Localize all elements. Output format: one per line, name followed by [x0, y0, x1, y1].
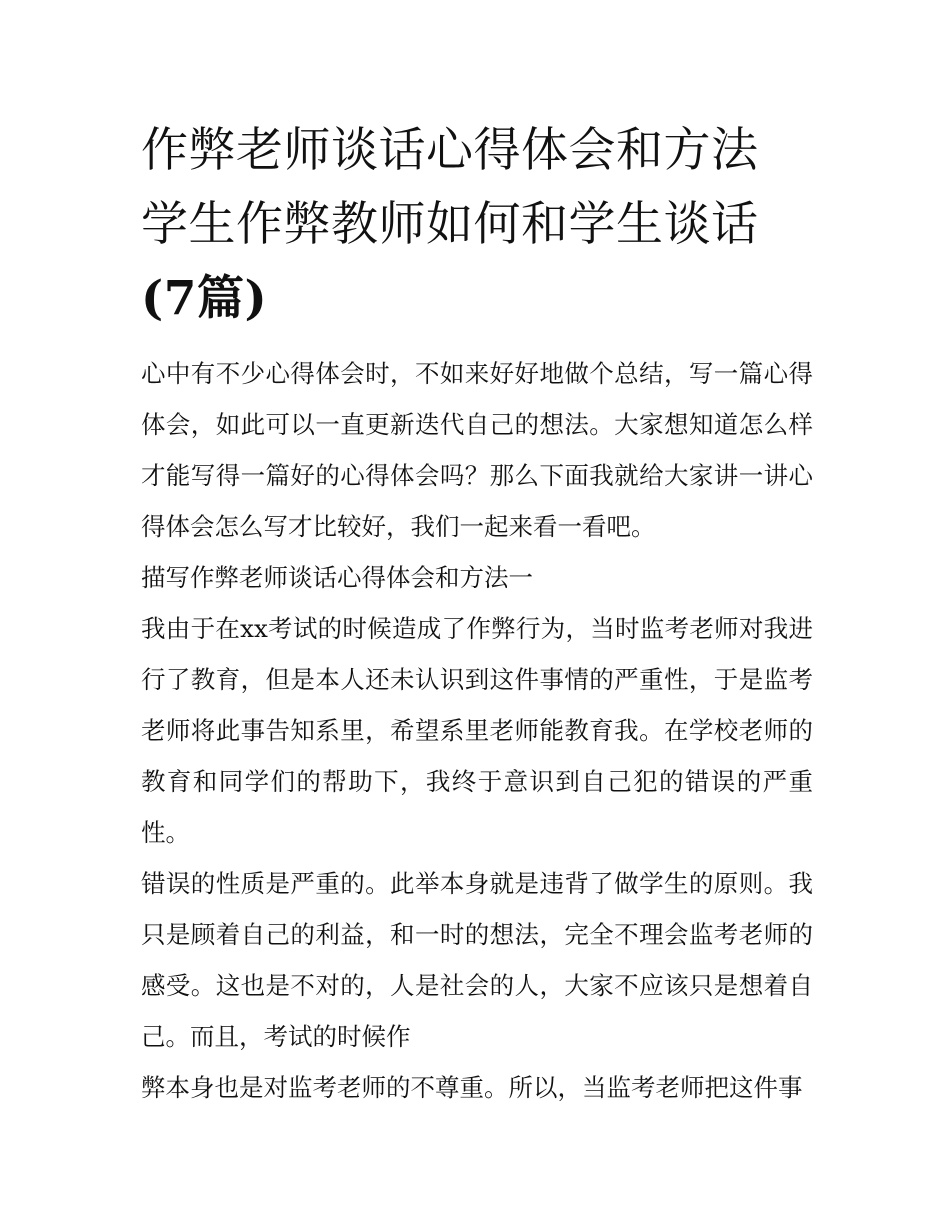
- title-line-3: (7篇): [141, 271, 268, 326]
- section-heading: 描写作弊老师谈话心得体会和方法一: [141, 563, 533, 592]
- document-body: [141, 348, 813, 1113]
- document-content: [141, 114, 813, 1113]
- body-paragraph-1: 我由于在xx考试的时候造成了作弊行为，当时监考老师对我进行了教育，但是本人还未认识到这件事情的严重性，于是监考老师将此事告知系里，希望系里老师能教育我。在学校老师的教育和同学们的帮助下，我终于意识到自己犯的错误的严重性。: [141, 614, 813, 847]
- title-line-2: 学生作弊教师如何和学生谈话: [141, 197, 759, 252]
- intro-paragraph: 心中有不少心得体会时，不如来好好地做个总结，写一篇心得体会，如此可以一直更新迭代自己的想法。大家想知道怎么样才能写得一篇好的心得体会吗？那么下面我就给大家讲一讲心得体会怎么写才比较好，我们一起来看一看吧。: [141, 359, 813, 541]
- title-line-1: 作弊老师谈话心得体会和方法: [141, 123, 759, 178]
- body-paragraph-2: 错误的性质是严重的。此举本身就是违背了做学生的原则。我只是顾着自己的利益，和一时的想法，完全不理会监考老师的感受。这也是不对的，人是社会的人，大家不应该只是想着自己。而且，考试的时候作: [141, 869, 813, 1051]
- document-title: [141, 114, 813, 336]
- body-paragraph-3: 弊本身也是对监考老师的不尊重。所以，当监考老师把这件事: [141, 1073, 803, 1102]
